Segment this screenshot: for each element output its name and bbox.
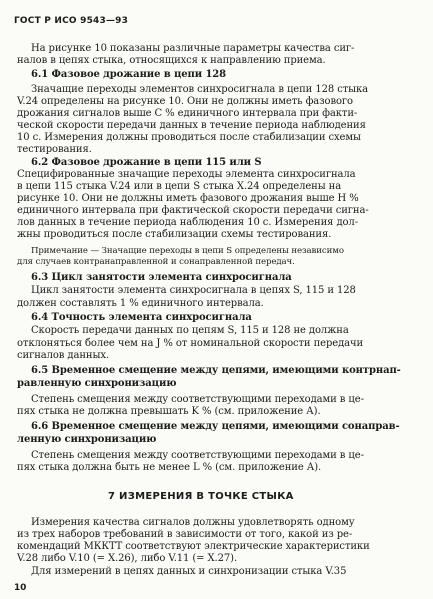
paragraph-line: должен составлять 1 % единичного интервала. bbox=[17, 298, 264, 309]
paragraph-line: V.28 либо V.10 (= Х.26), либо V.11 (= Х.27). bbox=[17, 553, 238, 564]
section-heading: 7 ИЗМЕРЕНИЯ В ТОЧКЕ СТЫКА bbox=[108, 491, 294, 502]
page-number: 10 bbox=[14, 583, 27, 593]
paragraph-line: V.24 определены на рисунке 10. Они не должны иметь фазового bbox=[17, 96, 353, 107]
paragraph-line: из трех наборов требований в зависимости от того, какой из ре- bbox=[17, 529, 353, 540]
paragraph-line: лов данных в течение периода наблюдения 10 с. Измерения дол- bbox=[17, 217, 358, 228]
note-line: Примечание — Значащие переходы в цепи S определены независимо bbox=[31, 246, 344, 256]
paragraph-line: Значащие переходы элементов синхросигнала в цепи 128 стыка bbox=[31, 84, 368, 95]
paragraph-line: сигналов данных. bbox=[17, 350, 109, 361]
paragraph-line: На рисунке 10 показаны различные параметры качества сиг- bbox=[31, 43, 355, 54]
subsection-heading: ленную синхронизацию bbox=[17, 434, 157, 445]
paragraph-line: комендаций МККТТ соответствуют электрические характеристики bbox=[17, 541, 370, 552]
paragraph-line: 10 с. Измерения должны проводиться после стабилизации схемы bbox=[17, 132, 361, 143]
paragraph-line: отклоняться более чем на J % от номинальной скорости передачи bbox=[17, 338, 364, 349]
paragraph-line: дрожания сигналов выше C % единичного интервала при факти- bbox=[17, 108, 358, 119]
paragraph-line: пях стыка не должна превышать K % (см. приложение А). bbox=[17, 406, 321, 417]
note-line: для случаев контранаправленной и сонаправленной передач. bbox=[17, 257, 295, 267]
paragraph-line: Скорость передачи данных по цепям S, 115 и 128 не должна bbox=[31, 325, 349, 336]
paragraph-line: пях стыка должна быть не менее L % (см. приложение А). bbox=[17, 462, 322, 473]
paragraph-line: Степень смещения между соответствующими переходами в це- bbox=[31, 450, 364, 461]
paragraph-line: тестирования. bbox=[17, 144, 92, 155]
paragraph-line: налов в цепях стыка, относящихся к направлению приема. bbox=[17, 55, 326, 66]
paragraph-line: Для измерений в цепях данных и синхронизации стыка V.35 bbox=[31, 566, 347, 577]
subsection-heading: 6.5 Временное смещение между цепями, имеющими контрнап- bbox=[31, 365, 401, 376]
paragraph-line: Степень смещения между соответствующими переходами в це- bbox=[31, 394, 364, 405]
paragraph-line: рисунке 10. Они не должны иметь фазового дрожания выше H % bbox=[17, 193, 359, 204]
subsection-heading: равленную синхронизацию bbox=[17, 378, 177, 389]
paragraph-line: Измерения качества сигналов должны удовлетворять одному bbox=[31, 517, 355, 528]
paragraph-line: Специфированные значащие переходы элемента синхросигнала bbox=[17, 169, 356, 180]
subsection-heading: 6.1 Фазовое дрожание в цепи 128 bbox=[31, 69, 227, 80]
subsection-heading: 6.4 Точность элемента синхросигнала bbox=[31, 312, 252, 323]
paragraph-line: в цепи 115 стыка V.24 или в цепи S стыка Х.24 определены на bbox=[17, 181, 342, 192]
running-header: ГОСТ Р ИСО 9543—93 bbox=[14, 16, 129, 26]
subsection-heading: 6.3 Цикл занятости элемента синхросигнала bbox=[31, 272, 292, 283]
subsection-heading: 6.2 Фазовое дрожание в цепи 115 или S bbox=[31, 157, 262, 168]
paragraph-line: единичного интервала при фактической скорости передачи сигна- bbox=[17, 205, 369, 216]
paragraph-line: ческой скорости передачи данных в течение периода наблюдения bbox=[17, 120, 366, 131]
paragraph-line: Цикл занятости элемента синхросигнала в цепях S, 115 и 128 bbox=[31, 285, 356, 296]
paragraph-line: жны проводиться после стабилизации схемы тестирования. bbox=[17, 229, 332, 240]
subsection-heading: 6.6 Временное смещение между цепями, имеющими сонаправ- bbox=[31, 421, 400, 432]
